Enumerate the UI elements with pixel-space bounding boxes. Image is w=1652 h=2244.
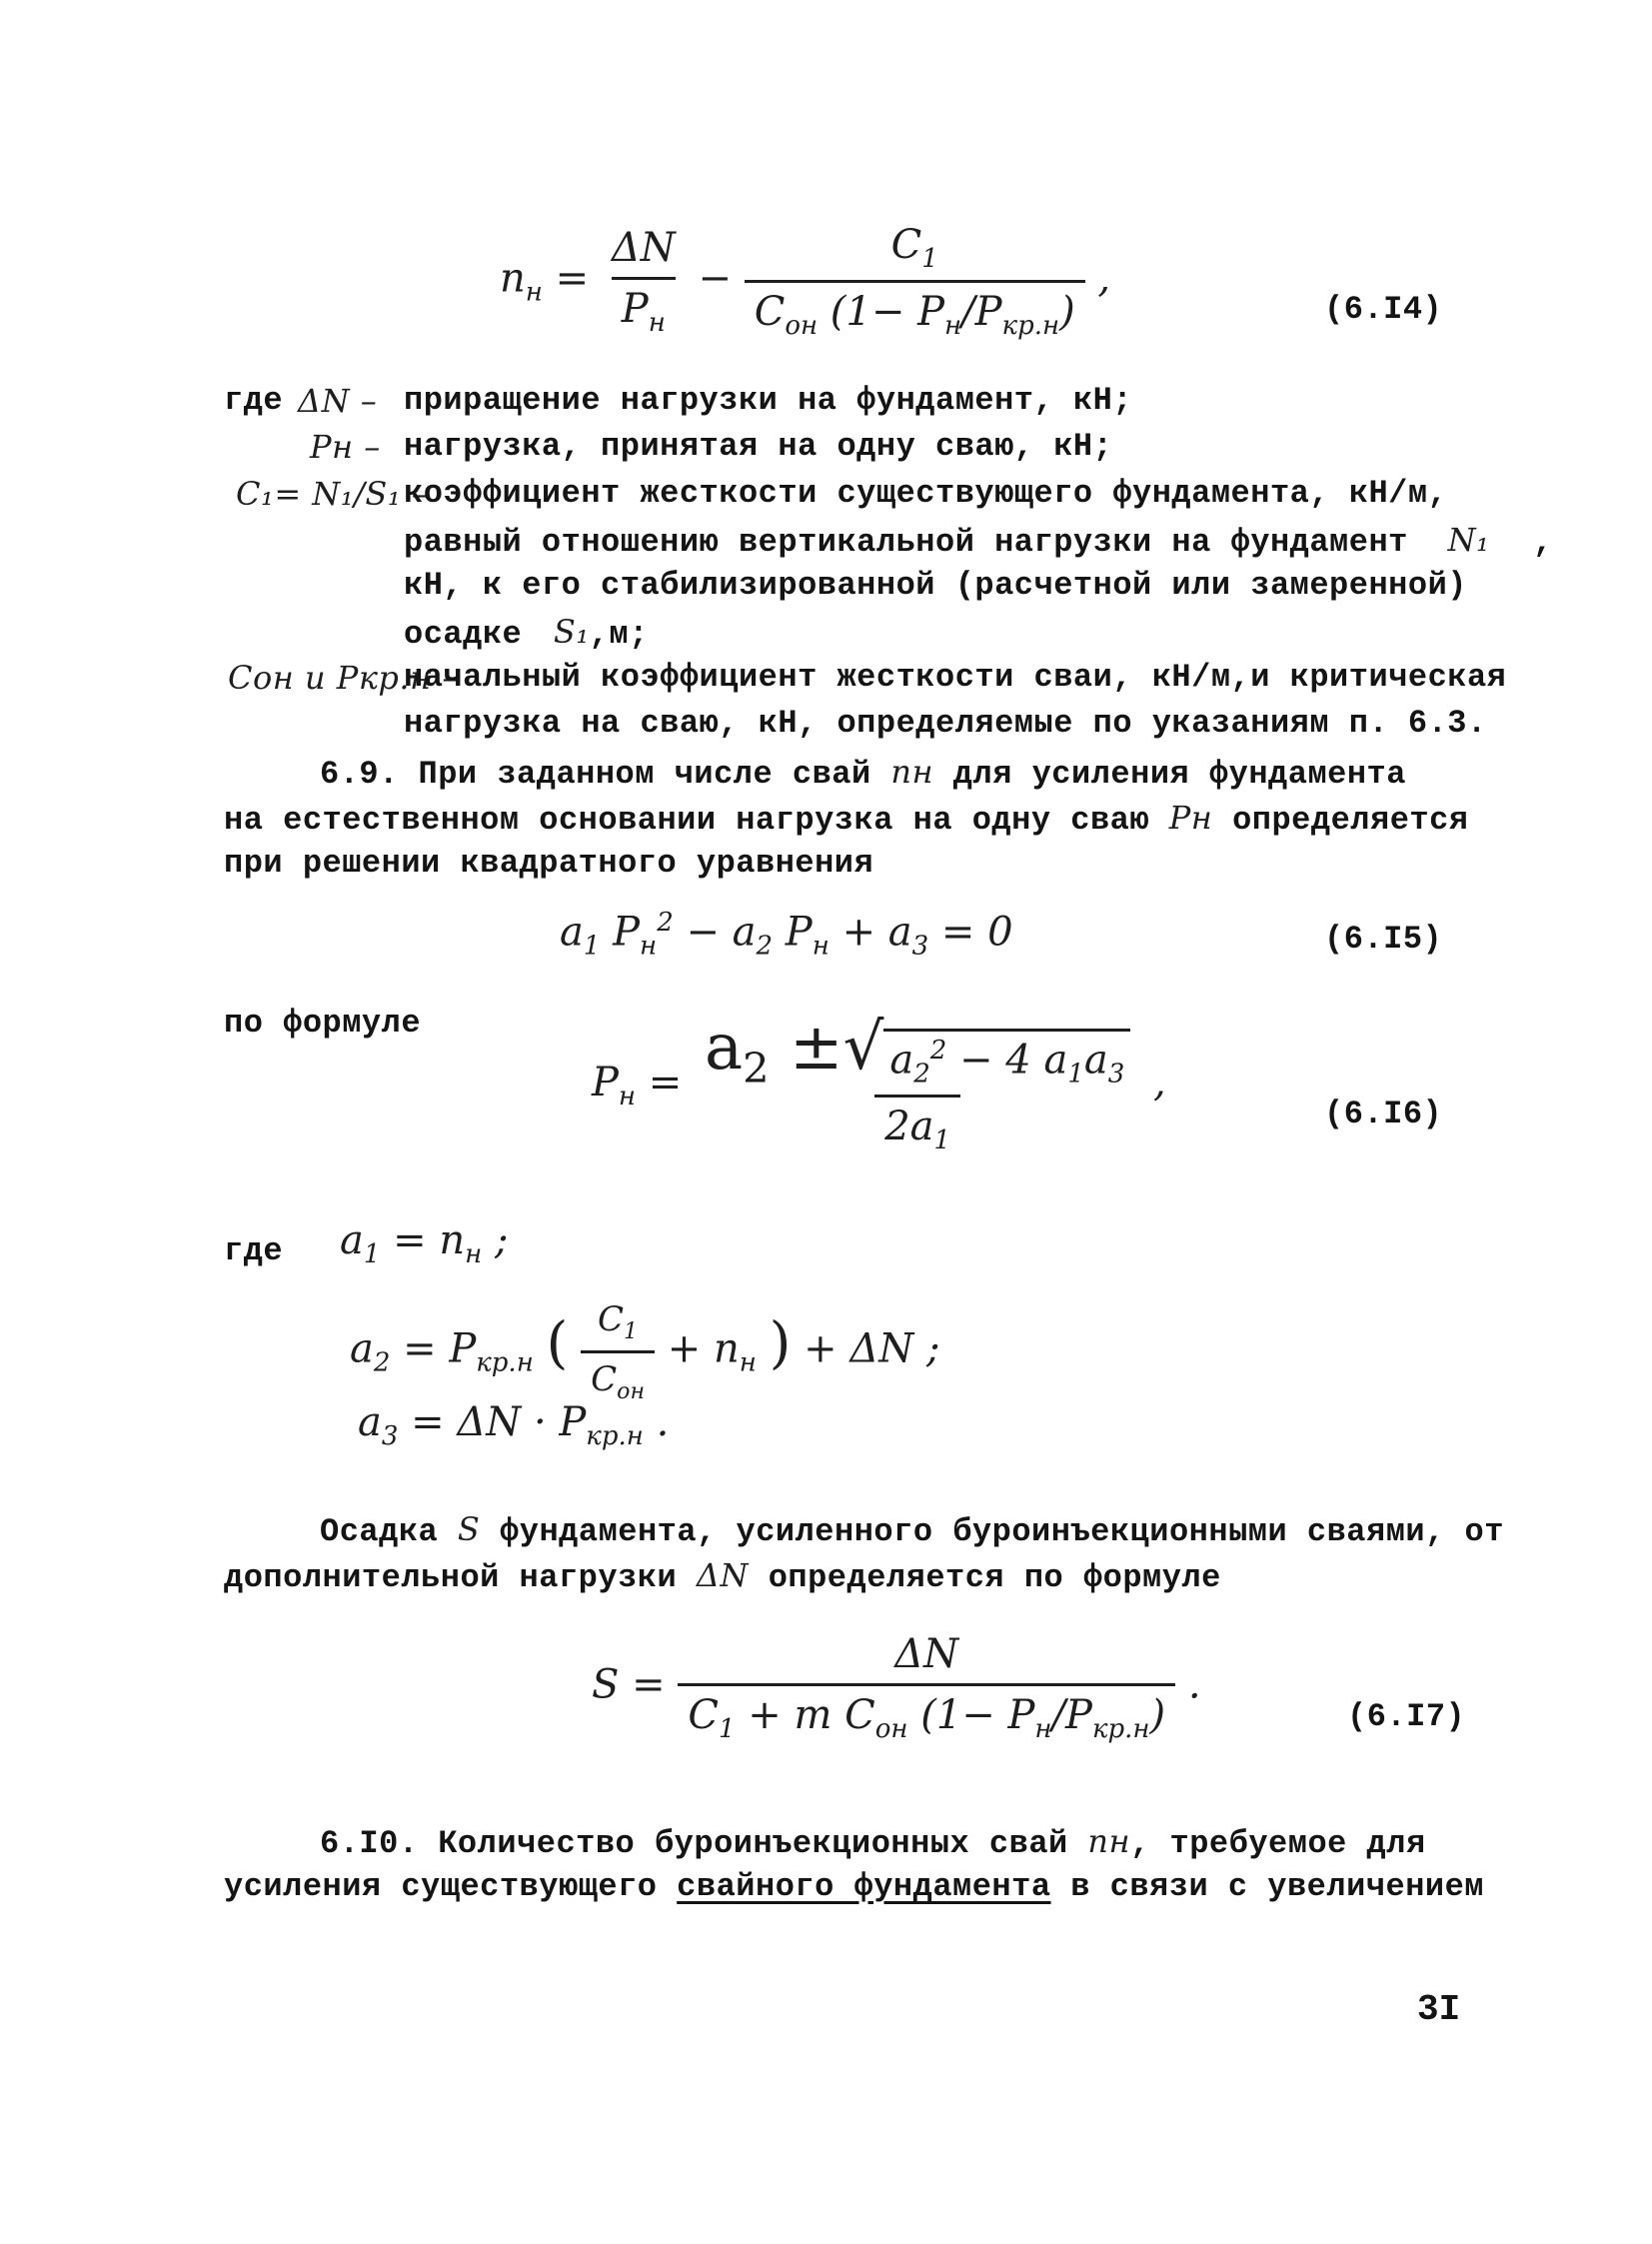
- para-6-9-line1: [320, 752, 1406, 795]
- symbol-delta-n-inline: ΔN: [696, 1556, 749, 1594]
- equation-number-6-17: (6.I7): [1347, 1698, 1466, 1735]
- para-6-9-line1-a: 6.9. При заданном числе свай: [320, 756, 871, 793]
- formula-6-15: $a_1$ $P_н^2 - a_2$ $P_н + a_3 = 0$: [560, 908, 1013, 962]
- formula-6-14: $n_н$ = $\frac{\Delta N}{P_н}$ − $\frac{C_1}{C_{он} (1- P_н/P_{кр.н})}$ ,: [500, 222, 1111, 341]
- para-6-9-line2-a: на естественном основании нагрузка на одну сваю: [224, 802, 1150, 839]
- symbol-delta-n: ΔN –: [298, 382, 378, 420]
- para-s-line2-a: дополнительной нагрузки: [224, 1559, 678, 1596]
- para-6-9-line2-b: определяется: [1232, 802, 1469, 839]
- formula-a1: $a_1 = n_н$ ;: [340, 1217, 509, 1269]
- para-6-10-line1-b: , требуемое для: [1130, 1825, 1426, 1862]
- formula-a3: $a_3 = \Delta N \cdot P_{кр.н}$ .: [358, 1399, 670, 1451]
- symbol-c1: C₁= N₁/S₁ –: [236, 475, 429, 513]
- equation-number-6-14: (6.I4): [1324, 291, 1443, 328]
- definition-c1-line1: коэффициент жесткости существующего фундамента, кН/м,: [404, 475, 1448, 512]
- definition-c1-line2-text: равный отношению вертикальной нагрузки на фундамент: [404, 524, 1408, 561]
- para-6-10-line2-b: в связи с увеличением: [1070, 1868, 1484, 1905]
- para-s-line1: [320, 1509, 1504, 1552]
- para-6-10-line2-a: усиления существующего: [224, 1868, 658, 1905]
- definition-c1-line4-text: осадке: [404, 616, 523, 653]
- symbol-pn: Pн –: [310, 428, 381, 466]
- underlined-pile-foundation: свайного фундамента: [677, 1868, 1051, 1905]
- where-label-2: где: [224, 1232, 284, 1269]
- definition-c1-line4-tail: ,м;: [589, 616, 649, 653]
- symbol-nn-2: nн: [1087, 1822, 1131, 1860]
- definition-con-line2: нагрузка на сваю, кН, определяемые по указаниям п. 6.3.: [404, 705, 1487, 742]
- para-6-9-line3: при решении квадратного уравнения: [224, 845, 874, 882]
- symbol-nn: nн: [890, 753, 934, 791]
- page-number: 3I: [1417, 1989, 1461, 2030]
- symbol-con-pkr: Cон и Pкр.н –: [228, 659, 459, 697]
- symbol-s: S: [457, 1510, 481, 1548]
- formula-a2: $a_2 = P_{кр.н}$ ( $\frac{C_1}{C_{он}}$ + $n_н$ ) + ΔN ;: [350, 1299, 940, 1404]
- symbol-s1: S₁: [553, 613, 590, 651]
- equation-number-6-15: (6.I5): [1324, 921, 1443, 958]
- definition-c1-line2-comma: ,: [1533, 524, 1553, 561]
- definition-pn: нагрузка, принятая на одну сваю, кН;: [404, 428, 1113, 465]
- para-6-10-line1: [320, 1821, 1426, 1864]
- equation-number-6-16: (6.I6): [1324, 1096, 1443, 1132]
- definition-delta-n: приращение нагрузки на фундамент, кН;: [404, 382, 1133, 419]
- para-6-10-line1-a: 6.I0. Количество буроинъекционных свай: [320, 1825, 1068, 1862]
- para-s-line2-b: определяется по формуле: [768, 1559, 1221, 1596]
- definition-c1-line3: кН, к его стабилизированной (расчетной или замеренной): [404, 567, 1467, 604]
- para-6-9-line1-b: для усиления фундамента: [952, 756, 1406, 793]
- para-6-10-line2: [224, 1867, 1484, 1907]
- para-s-line1-a: Осадка: [320, 1513, 439, 1550]
- symbol-n1: N₁: [1447, 521, 1490, 559]
- definition-c1-line2: [404, 520, 1553, 563]
- para-6-9-line2: [224, 798, 1469, 841]
- formula-6-17: S = $\frac{\Delta N}{C_1 + m C_{он} (1- P_н/P_{кр.н})}$ .: [592, 1631, 1201, 1744]
- by-formula-label: по формуле: [224, 1005, 422, 1042]
- formula-6-16: $P_н$ = $a_2$ ±√ $a_2^2 - 4$ $a_1a_3$ $2a_1$ ,: [592, 1011, 1166, 1156]
- symbol-pn-inline: Pн: [1168, 799, 1213, 837]
- para-s-line2: [224, 1555, 1221, 1598]
- para-s-line1-b: фундамента, усиленного буроинъекционными сваями, от: [500, 1513, 1504, 1550]
- where-label: где: [224, 382, 284, 419]
- definition-c1-line4: [404, 612, 649, 655]
- definition-con-line1: начальный коэффициент жесткости сваи, кН/м,и критическая: [404, 659, 1507, 696]
